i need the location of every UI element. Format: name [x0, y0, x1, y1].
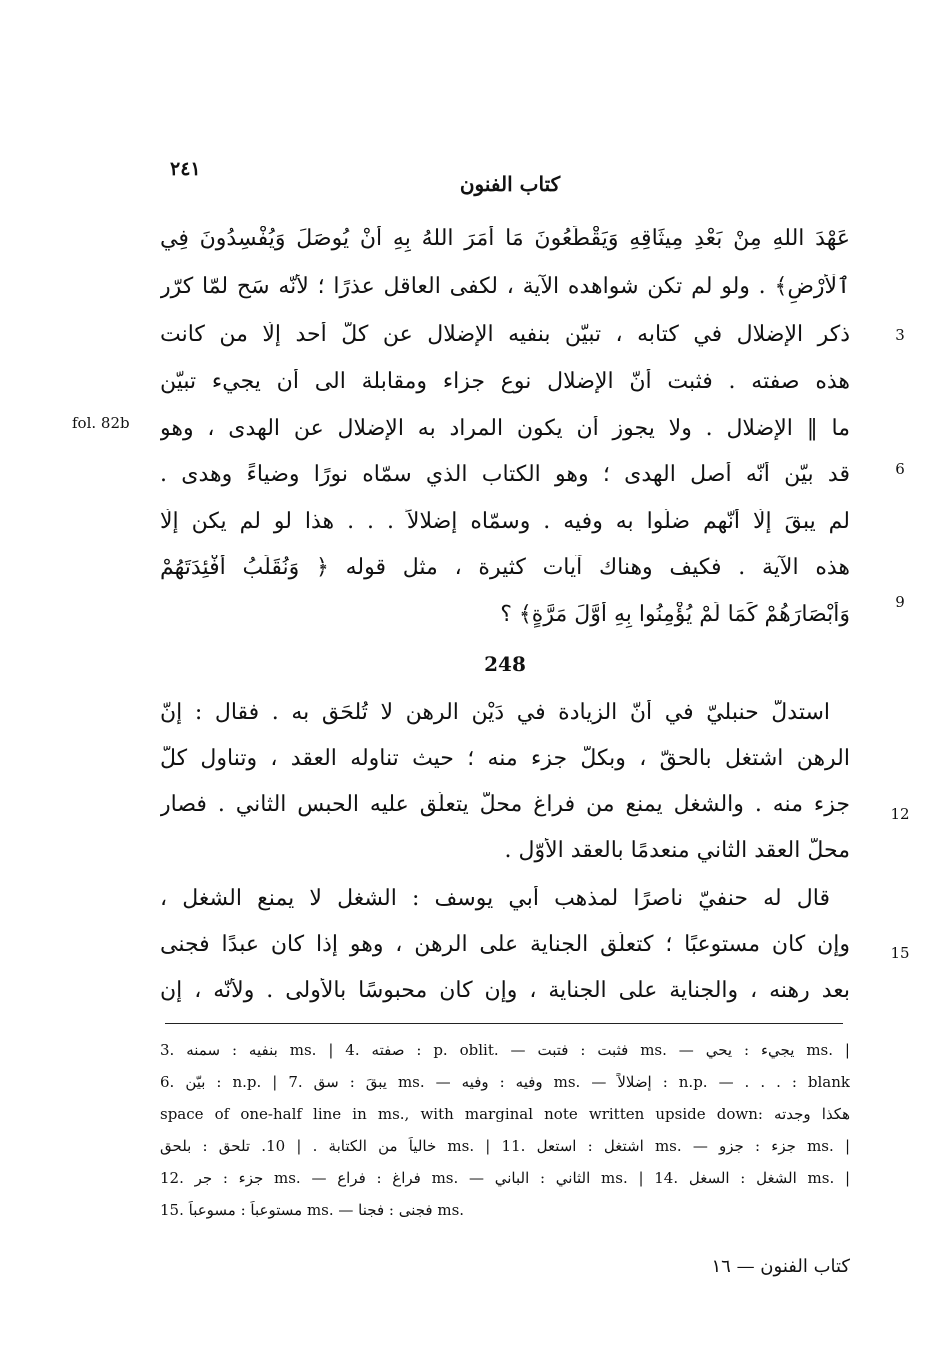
- running-title: كتاب الفنون: [459, 172, 561, 196]
- text-line: الرهن اشتغل بالحقّ ، وبكلّ جزء منه ؛ حيث تناوله العقد ، وتناول كلّ: [160, 746, 850, 771]
- line-number: 12: [890, 805, 910, 823]
- text-line: قد بيّن أنّه أصل الهدى ؛ وهو الكتاب الذي سمّاه نورًا وضياءً وهدى .: [160, 462, 850, 487]
- page-number-top: ٢٤١: [170, 158, 201, 180]
- footnote-line: 6. بيّن : n.p. | 7. يبقَ : سق ms. — وفيه : وفيه ms. — إضلالاً : n.p. — . . . : blank: [160, 1073, 850, 1091]
- footnote-rule: [165, 1023, 843, 1024]
- text-line: وَأَبْصَارَهُمْ كَمَا لَمْ يُؤْمِنُوا بِهِ أَوَّلَ مَرَّةٍ﴾ ؟: [500, 602, 850, 627]
- text-line: هذه صفته . فثبت أنّ الإضلال نوع جزاء ومقابلة الى أن يجيء تبيّن: [160, 369, 850, 394]
- text-line: عَهْدَ اللهِ مِنْ بَعْدِ مِيثَاقِهِ وَيَقْطَعُونَ مَا أَمَرَ اللهُ بِهِ أَنْ يُوصَلَ وَيُفْسِدُونَ فِي: [160, 226, 850, 251]
- text-line: ذكر الإضلال في كتابه ، تبيّن بنفيه الإضلال عن كلّ أحد إلّا من كانت: [160, 322, 850, 347]
- line-number: 9: [895, 593, 905, 611]
- line-number: 6: [895, 460, 905, 478]
- section-number: 248: [484, 652, 526, 676]
- text-line: قال له حنفيّ ناصرًا لمذهب أبي يوسف : الشغل لا يمنع الشغل ،: [160, 886, 830, 911]
- footnote-line: خالياً من الكتابة . | 10. تلحق : بلحق ms. | 11. اشتغل : استعل ms. — جزء : جزو ms. |: [160, 1137, 850, 1155]
- text-line: لم يبقَ إلّا أنّهم ضلّوا به وفيه . وسمّاه إضلالاً . . . هذا لو لم يكن إلّا: [160, 509, 850, 534]
- line-number: 15: [890, 944, 910, 962]
- text-line: هذه الآية . فكيف وهناك آيات كثيرة ، مثل قوله ﴿ وَنُقَلِّبُ أَفْئِدَتَهُمْ: [160, 555, 850, 580]
- footnote-line: space of one-half line in ms., with marginal note written upside down: هكذا وجدته: [160, 1105, 850, 1123]
- text-line: جزء منه . والشغل يمنع من فراغ محلّ يتعلّق عليه الحبس الثاني . فصار: [160, 792, 850, 817]
- line-number: 3: [895, 326, 905, 344]
- first-passage: [160, 226, 850, 656]
- signature-mark: كتاب الفنون — ١٦: [711, 1256, 850, 1277]
- text-line: استدلّ حنبليّ في أنّ الزيادة في دَيْن الرهن لا تُلحَق به . فقال : إنّ: [160, 700, 830, 725]
- text-line: ما ‖ الإضلال . ولا يجوز أن يكون المراد به الإضلال عن الهدى ، وهو: [160, 416, 850, 441]
- text-line: بعد رهنه ، والجناية على الجناية ، وإن كان محبوسًا بالأولى . ولأنّه ، إن: [160, 978, 850, 1003]
- folio-margin-note: fol. 82b: [72, 414, 130, 432]
- footnote-line: 15. مستوعباً : مسوعباً ms. — فجنى : فجنا ms.: [160, 1201, 465, 1219]
- text-line: محلّ العقد الثاني منعدمًا بالعقد الأوّل .: [504, 838, 850, 863]
- footnote-line: 3. بنفيه : سمنه ms. | 4. صفته : p. oblit. — فثبت : فتبت ms. — يجيء : يحي ms. |: [160, 1041, 850, 1059]
- text-line: ٱلْأَرْضِ﴾ . ولو لم تكن شواهده الآية ، لكفى العاقل عذرًا ؛ لأنّه سَح لمّا كرّر: [160, 274, 850, 299]
- footnote-line: 12. جزء : جر ms. — فراغ : فراع ms. — الثاني : الباني ms. | 14. الشغل : السغل ms. |: [160, 1169, 850, 1187]
- section-248-text: [160, 700, 850, 1020]
- text-line: وإن كان مستوعبًا ؛ كتعلّق الجناية على الرهن ، وهو إذا كان عبدًا فجنى: [160, 932, 850, 957]
